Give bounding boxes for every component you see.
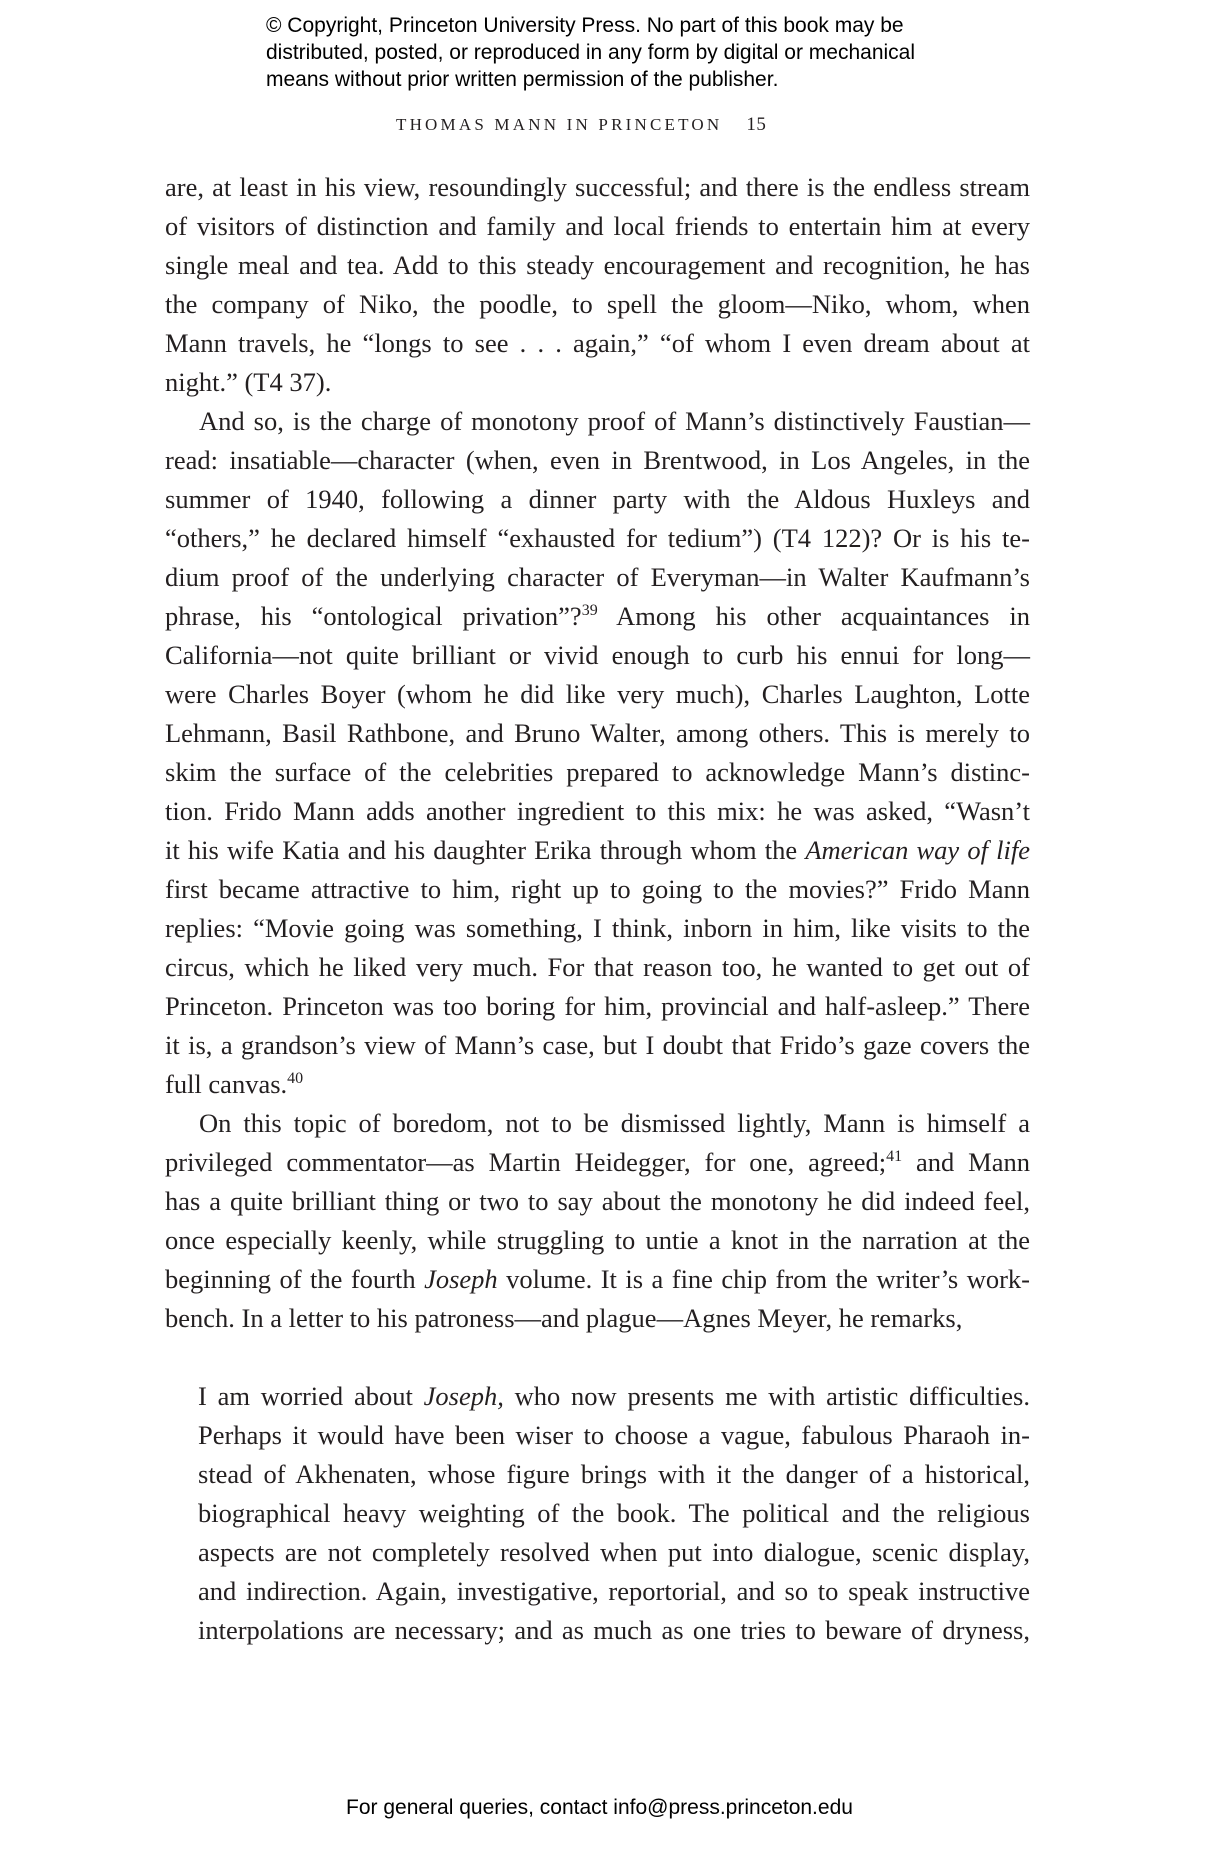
italic-title: Joseph — [424, 1264, 498, 1294]
text-segment: phrase, his “ontological privation”? — [165, 601, 582, 631]
text-line: biographical heavy weighting of the book. The political and the religious — [198, 1498, 1030, 1528]
text-line: Lehmann, Basil Rathbone, and Bruno Walter, among others. This is merely to — [165, 718, 1030, 748]
text-segment: full canvas. — [165, 1069, 288, 1099]
text-segment: and Mann — [902, 1147, 1030, 1177]
text-segment: it his wife Katia and his daughter Erika through whom the — [165, 835, 806, 865]
text-line: circus, which he liked very much. For that reason too, he wanted to get out of — [165, 952, 1030, 982]
text-line: summer of 1940, following a dinner party with the Aldous Huxleys and — [165, 484, 1030, 514]
text-line: bench. In a letter to his patroness—and plague—Agnes Meyer, he remarks, — [165, 1303, 963, 1333]
text-line: first became attractive to him, right up to going to the movies?” Frido Mann — [165, 874, 1030, 904]
text-line: are, at least in his view, resoundingly successful; and there is the endless stream — [165, 172, 1030, 202]
text-line: Princeton. Princeton was too boring for him, provincial and half-asleep.” There — [165, 991, 1030, 1021]
text-line — [165, 1065, 1030, 1104]
text-line: dium proof of the underlying character of Everyman—in Walter Kaufmann’s — [165, 562, 1030, 592]
text-line — [165, 831, 1030, 870]
text-line: interpolations are necessary; and as much as one tries to beware of dryness, — [198, 1615, 1030, 1645]
text-line: night.” (T4 37). — [165, 367, 332, 397]
paragraph — [165, 168, 1030, 402]
text-line: Perhaps it would have been wiser to choose a vague, fabulous Pharaoh in- — [198, 1420, 1030, 1450]
italic-title: American way of life — [805, 835, 1030, 865]
text-line: and indirection. Again, investigative, reportorial, and so to speak instructive — [198, 1576, 1030, 1606]
footnote-ref: 39 — [581, 602, 598, 619]
page-number: 15 — [746, 114, 767, 135]
text-segment: beginning of the fourth — [165, 1264, 425, 1294]
copyright-line: means without prior written permission of the publisher. — [266, 68, 779, 91]
body-text — [165, 168, 1030, 1650]
text-line: of visitors of distinction and family and local friends to entertain him at every — [165, 211, 1030, 241]
text-segment: volume. It is a fine chip from the writer’s work- — [497, 1264, 1031, 1294]
footnote-ref: 40 — [287, 1070, 304, 1087]
text-segment: privileged commentator—as Martin Heidegger, for one, agreed; — [165, 1147, 887, 1177]
paragraph — [165, 1104, 1030, 1338]
text-line: stead of Akhenaten, whose figure brings with it the danger of a historical, — [198, 1459, 1030, 1489]
text-line — [165, 1260, 1030, 1299]
text-line — [165, 1143, 1030, 1182]
paragraph — [165, 402, 1030, 1104]
italic-title: Joseph, — [423, 1381, 504, 1411]
text-line: read: insatiable—character (when, even in Brentwood, in Los Angeles, in the — [165, 445, 1030, 475]
text-line: were Charles Boyer (whom he did like very much), Charles Laughton, Lotte — [165, 679, 1030, 709]
text-line: skim the surface of the celebrities prepared to acknowledge Mann’s distinc- — [165, 757, 1030, 787]
text-line: has a quite brilliant thing or two to say about the monotony he did indeed feel, — [165, 1186, 1030, 1216]
text-line: On this topic of boredom, not to be dismissed lightly, Mann is himself a — [199, 1108, 1030, 1138]
text-line: Mann travels, he “longs to see . . . again,” “of whom I even dream about at — [165, 328, 1030, 358]
text-line: replies: “Movie going was something, I think, inborn in him, like visits to the — [165, 913, 1030, 943]
text-line: once especially keenly, while struggling to untie a knot in the narration at the — [165, 1225, 1030, 1255]
text-line: And so, is the charge of monotony proof of Mann’s distinctively Faustian— — [199, 406, 1030, 436]
text-segment: I am worried about — [198, 1381, 424, 1411]
copyright-line: © Copyright, Princeton University Press. No part of this book may be — [266, 14, 904, 37]
text-segment: who now presents me with artistic difficulties. — [503, 1381, 1030, 1411]
running-head — [396, 114, 766, 136]
text-line: aspects are not completely resolved when put into dialogue, scenic display, — [198, 1537, 1030, 1567]
text-segment: Among his other acquaintances in — [597, 601, 1030, 631]
block-quote — [165, 1377, 1030, 1650]
text-line: tion. Frido Mann adds another ingredient to this mix: he was asked, “Wasn’t — [165, 796, 1030, 826]
text-line: “others,” he declared himself “exhausted for tedium”) (T4 122)? Or is his te- — [165, 523, 1030, 553]
text-line: it is, a grandson’s view of Mann’s case, but I doubt that Frido’s gaze covers the — [165, 1030, 1030, 1060]
text-line: California—not quite brilliant or vivid enough to curb his ennui for long— — [165, 640, 1030, 670]
text-line — [198, 1377, 1030, 1416]
spacer — [165, 1338, 1030, 1377]
text-line: the company of Niko, the poodle, to spell the gloom—Niko, whom, when — [165, 289, 1030, 319]
footnote-ref: 41 — [886, 1148, 903, 1165]
running-head-title: THOMAS MANN IN PRINCETON — [396, 115, 723, 134]
copyright-notice — [266, 12, 1026, 93]
text-line: single meal and tea. Add to this steady encouragement and recognition, he has — [165, 250, 1030, 280]
text-line — [165, 597, 1030, 636]
footer-contact: For general queries, contact info@press.princeton.edu — [346, 1796, 853, 1819]
copyright-line: distributed, posted, or reproduced in any form by digital or mechanical — [266, 41, 916, 64]
